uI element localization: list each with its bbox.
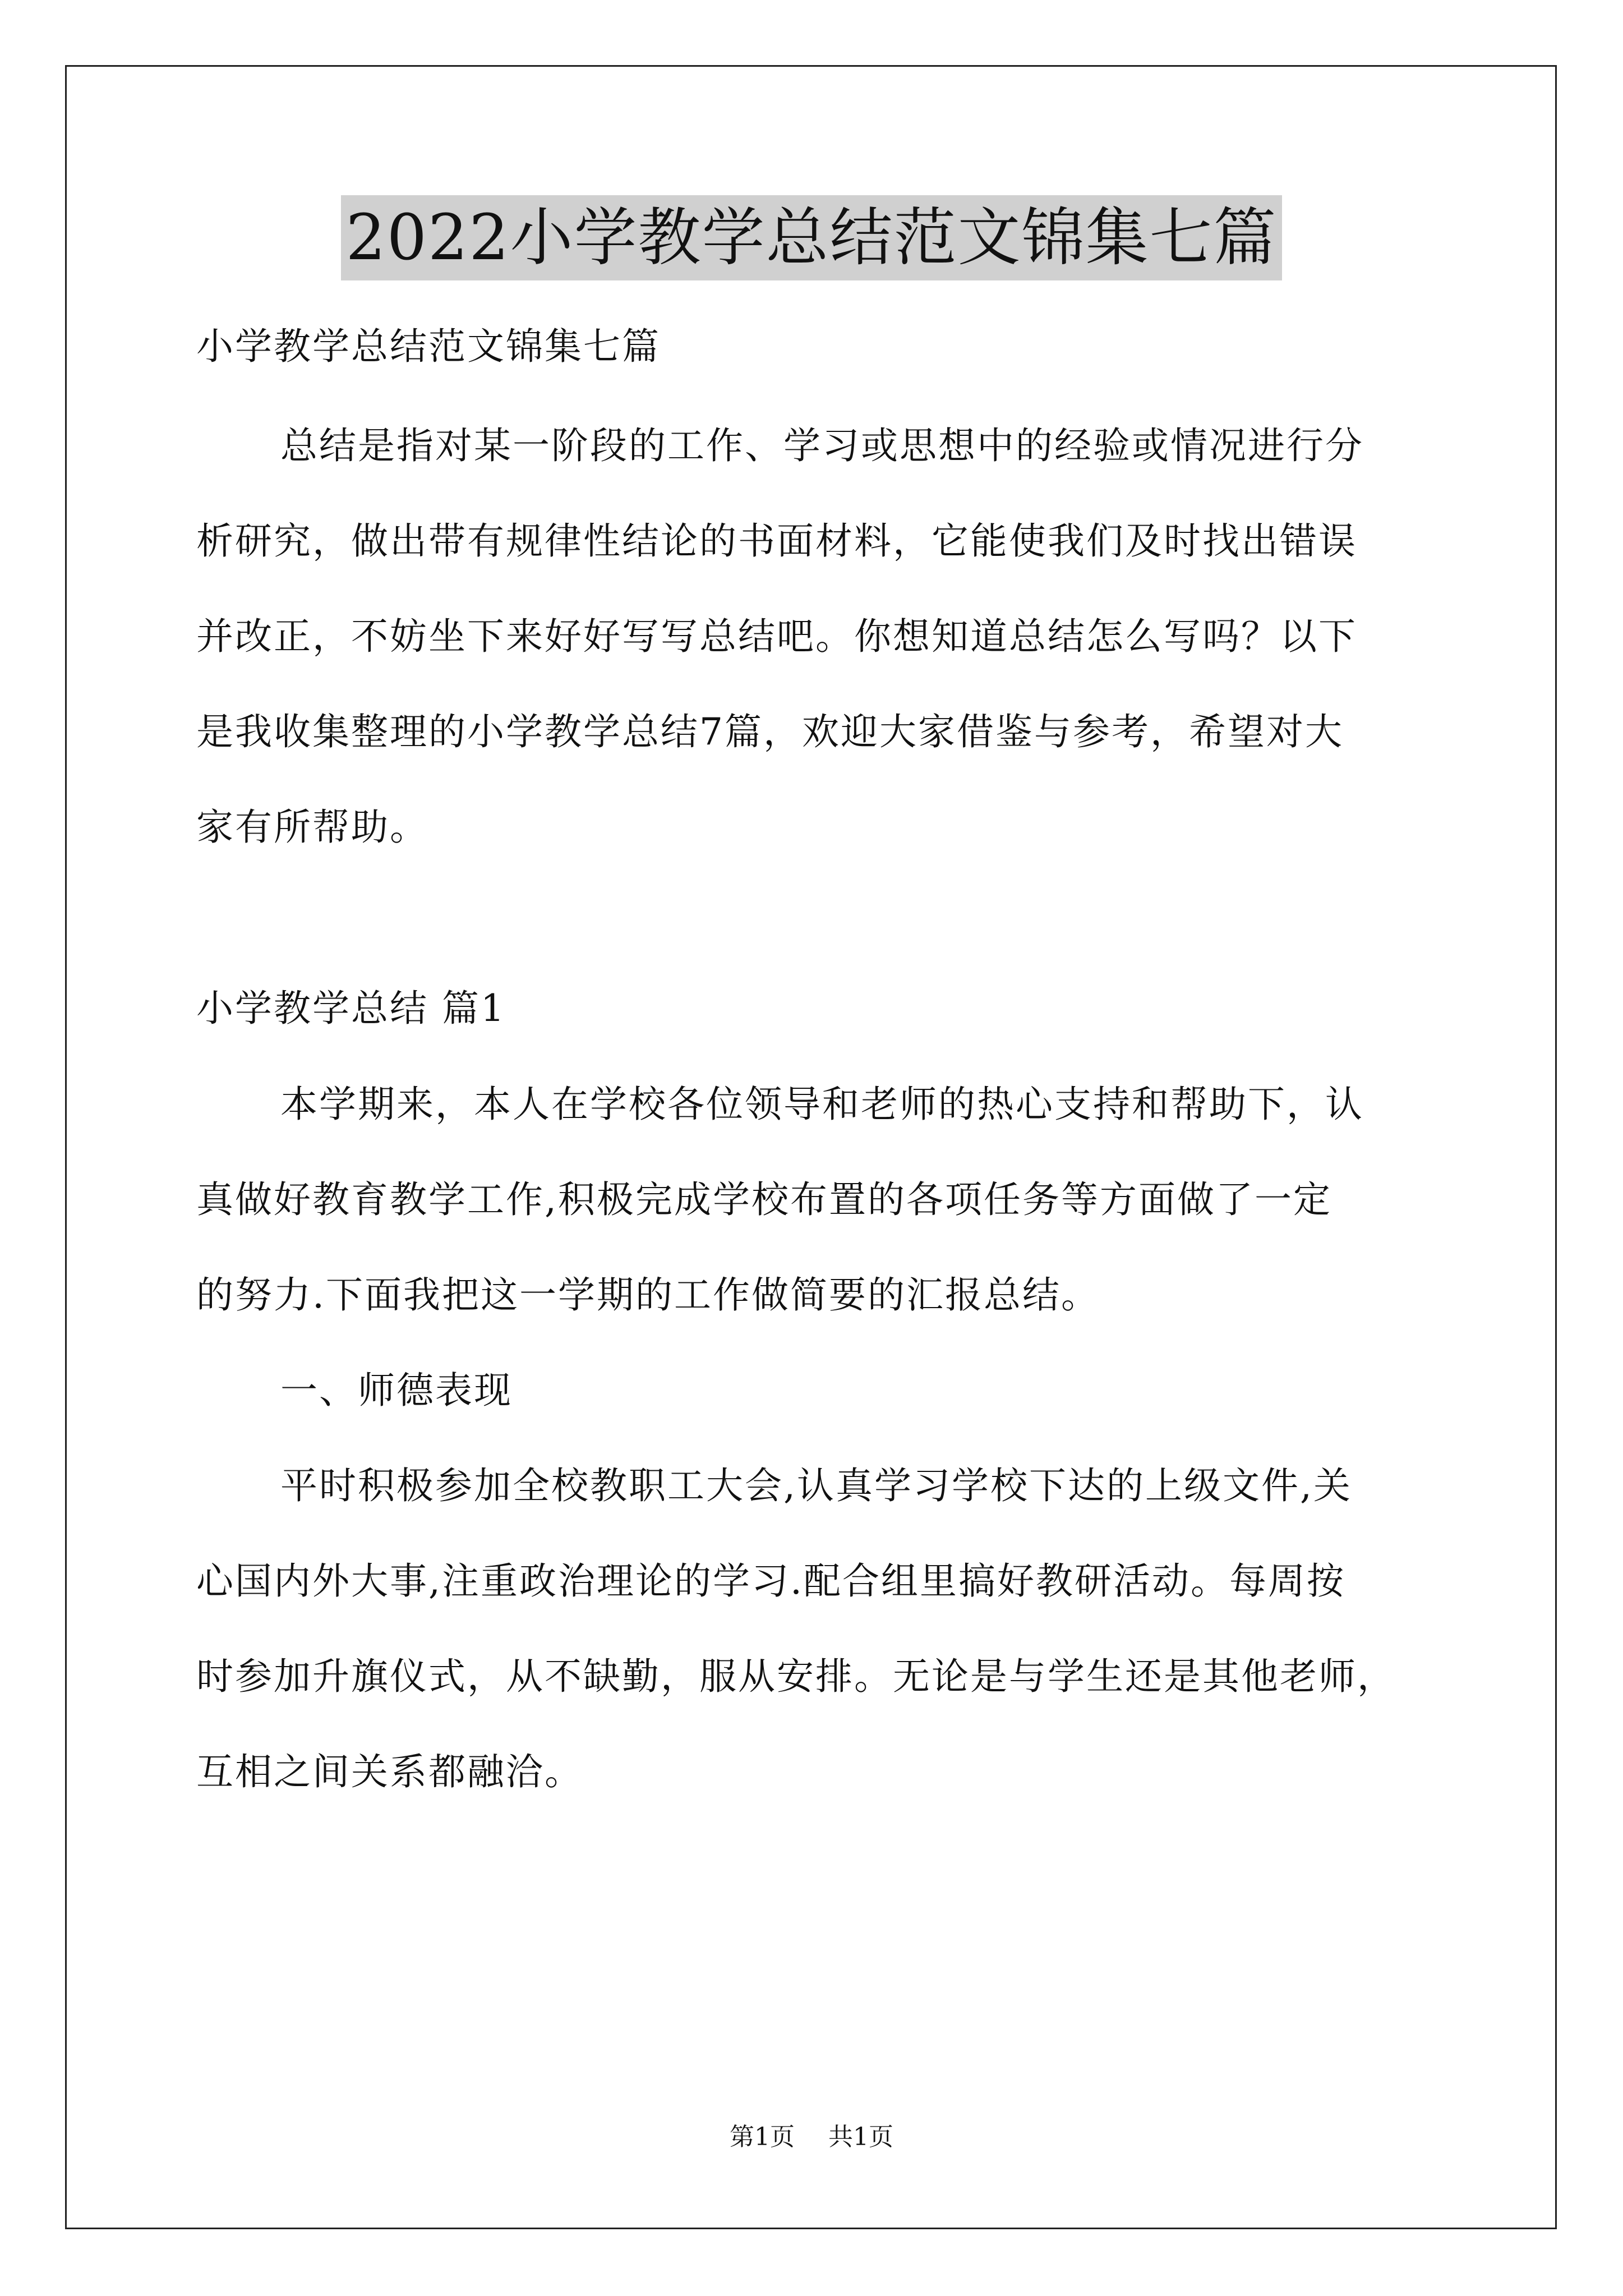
document-subtitle: 小学教学总结范文锦集七篇	[196, 325, 661, 368]
text-line: 析研究，做出带有规律性结论的书面材料，它能使我们及时找出错误	[196, 519, 1357, 563]
section1-paragraph-2	[196, 1438, 1447, 1820]
section1-paragraph-1	[196, 1057, 1447, 1343]
text-line: 本学期来，本人在学校各位领导和老师的热心支持和帮助下，认	[280, 1083, 1364, 1126]
text-line: 真做好教育教学工作,积极完成学校布置的各项任务等方面做了一定	[196, 1178, 1332, 1221]
page-footer	[0, 2120, 1623, 2154]
text-line: 平时积极参加全校教职工大会,认真学习学校下达的上级文件,关	[280, 1464, 1352, 1507]
text-line: 时参加升旗仪式，从不缺勤，服从安排。无论是与学生还是其他老师，	[196, 1655, 1396, 1698]
subheading-shide: 一、师德表现	[280, 1369, 513, 1412]
title-container	[0, 195, 1623, 280]
text-line: 家有所帮助。	[196, 806, 428, 849]
section-heading: 小学教学总结 篇1	[196, 987, 506, 1030]
page-number-current: 第1页	[730, 2123, 795, 2151]
text-line: 并改正，不妨坐下来好好写写总结吧。你想知道总结怎么写吗？以下	[196, 615, 1357, 658]
text-line: 互相之间关系都融洽。	[196, 1750, 583, 1793]
text-line: 是我收集整理的小学教学总结7篇，欢迎大家借鉴与参考，希望对大	[196, 710, 1344, 753]
document-body	[196, 303, 1447, 1820]
text-line: 心国内外大事,注重政治理论的学习.配合组里搞好教研活动。每周按	[196, 1559, 1345, 1603]
page-number-total: 共1页	[828, 2123, 893, 2151]
document-title: 2022小学教学总结范文锦集七篇	[341, 195, 1281, 280]
intro-paragraph	[196, 398, 1447, 875]
text-line: 总结是指对某一阶段的工作、学习或思想中的经验或情况进行分	[280, 424, 1364, 467]
subheading-paragraph	[196, 1343, 1447, 1438]
text-line: 的努力.下面我把这一学期的工作做简要的汇报总结。	[196, 1273, 1100, 1317]
